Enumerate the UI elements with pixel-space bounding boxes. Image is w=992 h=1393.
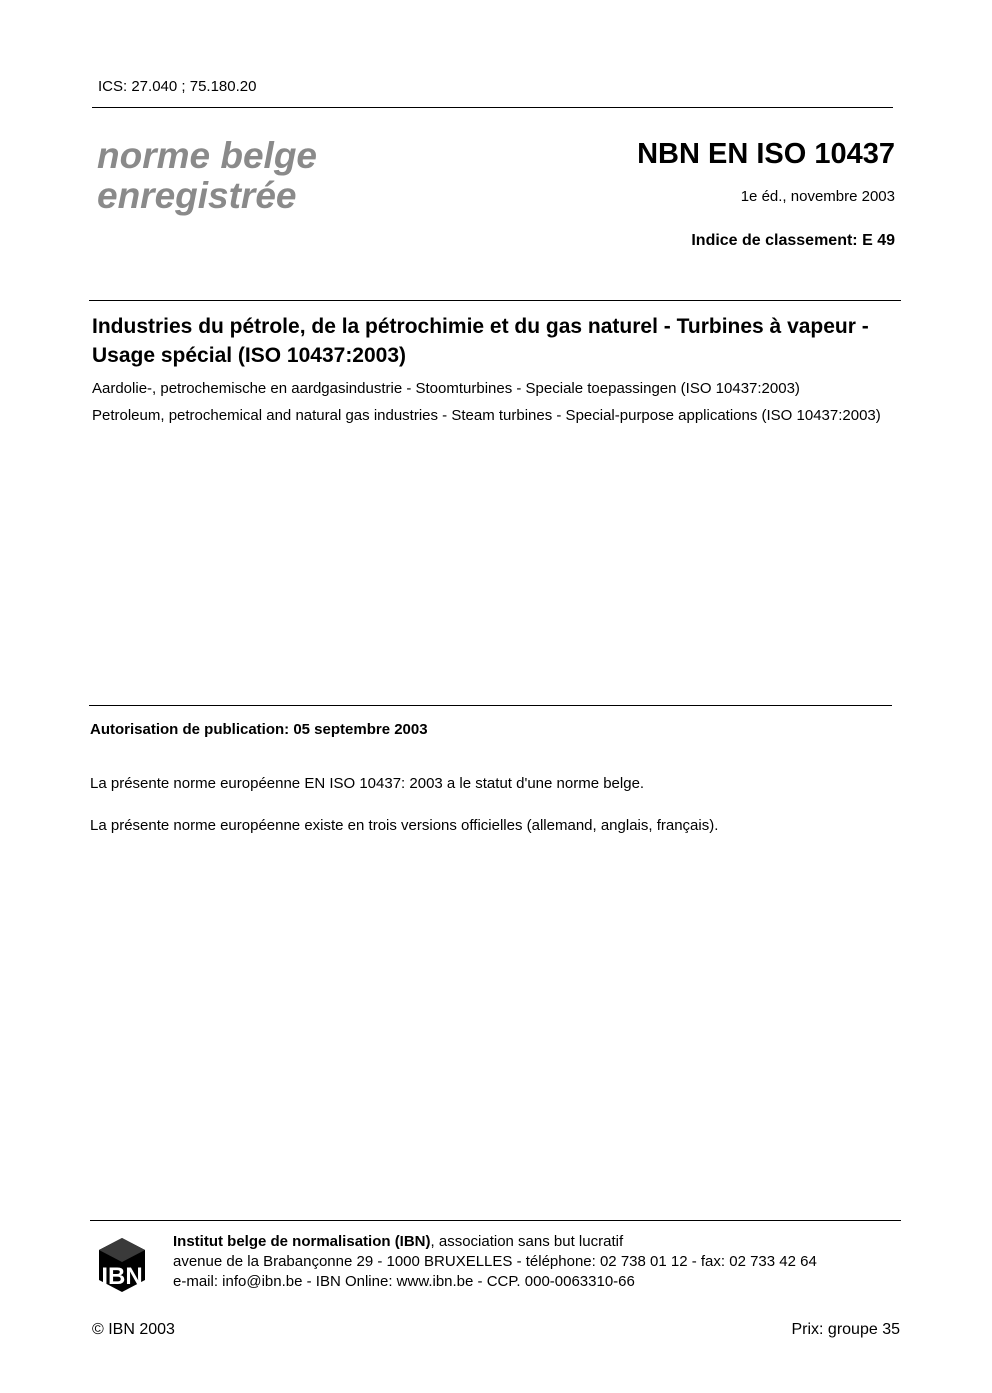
brand-title bbox=[97, 136, 317, 216]
institute-info bbox=[173, 1232, 817, 1292]
versions-paragraph: La présente norme européenne existe en trois versions officielles (allemand, anglais, français). bbox=[90, 817, 719, 834]
title-french: Industries du pétrole, de la pétrochimie et du gas naturel - Turbines à vapeur - Usage spécial (ISO 10437:2003) bbox=[92, 315, 869, 367]
header-rule bbox=[92, 107, 893, 108]
standard-number: NBN EN ISO 10437 bbox=[637, 138, 895, 170]
publication-authorization: Autorisation de publication: 05 septembre 2003 bbox=[90, 721, 428, 738]
ibn-logo bbox=[97, 1236, 147, 1294]
institute-address: avenue de la Brabançonne 29 - 1000 BRUXELLES - téléphone: 02 738 01 12 - fax: 02 733 42 64 bbox=[173, 1253, 817, 1270]
brand-line-2: enregistrée bbox=[97, 175, 297, 216]
institute-contact: e-mail: info@ibn.be - IBN Online: www.ibn.be - CCP. 000-0063310-66 bbox=[173, 1273, 635, 1290]
copyright: © IBN 2003 bbox=[92, 1321, 175, 1338]
institute-suffix: , association sans but lucratif bbox=[430, 1233, 624, 1250]
institute-name: Institut belge de normalisation (IBN) bbox=[173, 1233, 431, 1250]
ics-codes: ICS: 27.040 ; 75.180.20 bbox=[98, 78, 257, 95]
footer-rule bbox=[90, 1220, 901, 1221]
brand-line-1: norme belge bbox=[97, 135, 317, 176]
classification-index: Indice de classement: E 49 bbox=[691, 232, 895, 249]
title-english: Petroleum, petrochemical and natural gas industries - Steam turbines - Special-purpose applications (ISO 10437:2003) bbox=[92, 407, 881, 424]
title-dutch: Aardolie-, petrochemische en aardgasindustrie - Stoomturbines - Speciale toepassingen (ISO 10437:2003) bbox=[92, 380, 800, 397]
status-paragraph: La présente norme européenne EN ISO 10437: 2003 a le statut d'une norme belge. bbox=[90, 775, 645, 792]
ibn-logo-text: IBN bbox=[101, 1263, 143, 1290]
title-rule bbox=[89, 300, 901, 301]
price-group: Prix: groupe 35 bbox=[791, 1321, 900, 1338]
edition-date: 1e éd., novembre 2003 bbox=[740, 188, 895, 205]
body-rule bbox=[89, 705, 892, 706]
